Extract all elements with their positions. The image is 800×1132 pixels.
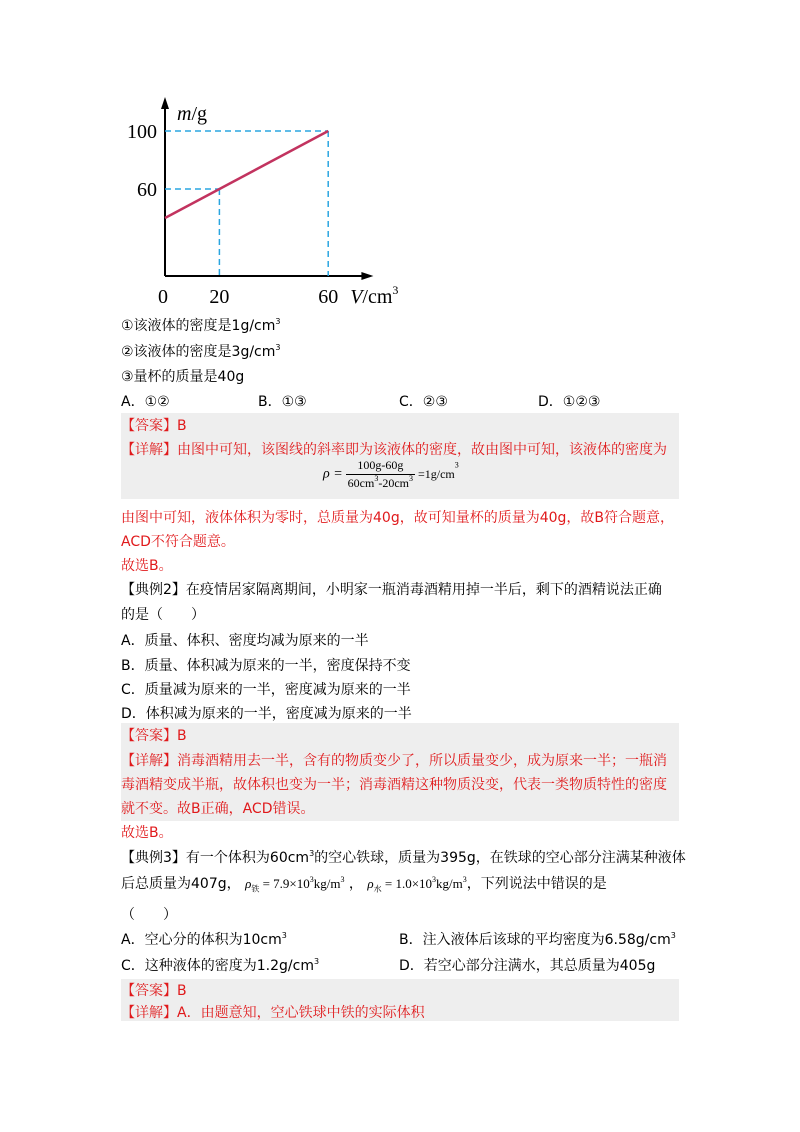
statement-1: ①该液体的密度是$1g/cm^3$ <box>121 317 281 334</box>
statement-2: ②该液体的密度是$3g/cm^3$ <box>121 343 281 360</box>
q1-option-d: D．①②③ <box>538 394 601 410</box>
origin-label: 0 <box>158 286 168 308</box>
y-tick-label: 60 <box>137 179 157 201</box>
q1-detail-continued-2: ACD不符合题意。 <box>121 534 235 550</box>
q2-conclusion: 故选B。 <box>121 825 173 841</box>
q3-paren: （ ） <box>121 907 177 923</box>
q3-detail: 【详解】A．由题意知，空心铁球中铁的实际体积 <box>121 1005 425 1021</box>
q1-option-b: B．①③ <box>258 394 307 410</box>
q2-option-a: A．质量、体积、密度均减为原来的一半 <box>121 633 369 649</box>
q2-stem-line-1: 【典例2】在疫情居家隔离期间，小明家一瓶消毒酒精用掉一半后，剩下的酒精说法正确 <box>121 582 662 598</box>
q1-answer: 【答案】B <box>121 418 187 434</box>
q3-stem-line-1: 【典例3】有一个体积为$60cm^3$的空心铁球，质量为395g，在铁球的空心部分注满某种液体 <box>121 849 686 866</box>
q2-option-d: D．体积减为原来的一半，密度减为原来的一半 <box>121 706 412 722</box>
q1-detail-continued-1: 由图中可知，液体体积为零时，总质量为40g，故可知量杯的质量为40g，故B符合题意， <box>121 510 675 526</box>
x-tick-label: 60 <box>318 286 339 308</box>
q3-answer: 【答案】B <box>121 983 187 999</box>
y-axis-arrow <box>161 97 169 109</box>
series-line-0 <box>165 131 328 218</box>
y-axis-title: m/g <box>177 103 208 125</box>
q3-option-a: A．空心分的体积为$10cm^3$ <box>121 931 287 948</box>
q2-detail-line-2: 毒酒精变成半瓶，故体积也变为一半；消毒酒精这种物质没变，代表一类物质特性的密度 <box>121 777 667 793</box>
statement-3: ③量杯的质量是40g <box>121 369 245 385</box>
q2-detail-line-3: 就不变。故B正确，ACD错误。 <box>121 801 315 817</box>
q3-option-c: C．这种液体的密度为$1.2g/cm^3$ <box>121 957 320 974</box>
q1-density-formula: ρ = $\frac{100g-60g}{60cm^3-20cm^3}$ $=1g/cm^3$ <box>323 458 459 490</box>
q2-stem-line-2: 的是（ ） <box>121 607 205 623</box>
q1-option-a: A．①② <box>121 394 170 410</box>
q1-detail: 【详解】由图中可知，该图线的斜率即为该液体的密度，故由图中可知，该液体的密度为 <box>121 442 667 458</box>
q2-option-b: B．质量、体积减为原来的一半，密度保持不变 <box>121 658 411 674</box>
q3-stem-line-2: 后总质量为407g， $\rho_铁 = 7.9\times 10^3kg/m^3$ ， $\rho_水 = 1.0\times 10^3kg/m^3$，下列说法中错误的是 <box>121 875 607 894</box>
q1-conclusion: 故选B。 <box>121 558 173 574</box>
x-axis-arrow <box>361 272 373 280</box>
x-axis-title: $V/cm^3$ <box>350 283 399 308</box>
q3-option-d: D．若空心部分注满水，其总质量为405g <box>399 958 656 974</box>
q2-option-c: C．质量减为原来的一半，密度减为原来的一半 <box>121 682 411 698</box>
x-tick-label: 20 <box>209 286 230 308</box>
mass-volume-chart <box>120 95 420 310</box>
q1-option-c: C．②③ <box>399 394 448 410</box>
q3-option-b: B．注入液体后该球的平均密度为$6.58g/cm^3$ <box>399 931 676 948</box>
y-tick-label: 100 <box>127 121 157 143</box>
q2-detail-line-1: 【详解】消毒酒精用去一半，含有的物质变少了，所以质量变少，成为原来一半；一瓶消 <box>121 753 667 769</box>
q2-answer: 【答案】B <box>121 728 187 744</box>
